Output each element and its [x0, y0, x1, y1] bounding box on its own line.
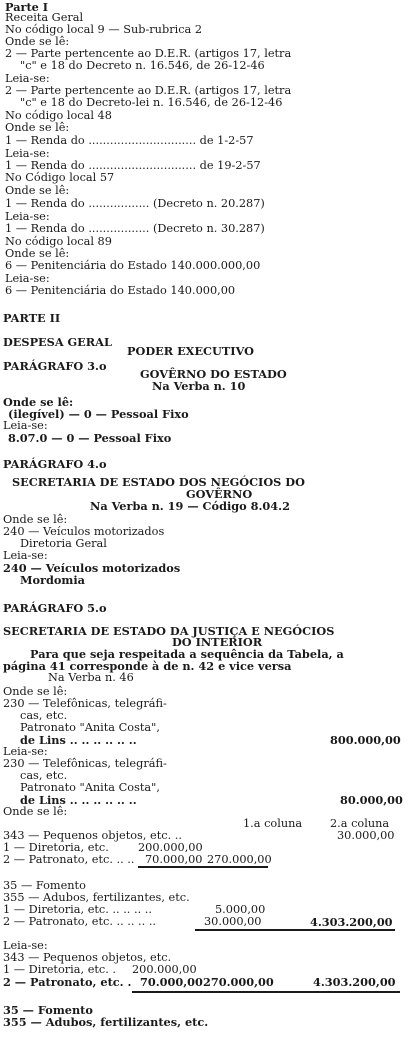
leia-label: Leia-se:	[3, 419, 48, 432]
diretoria-c1: 200.000,00	[138, 841, 203, 854]
onde-label: Onde se lê:	[3, 395, 74, 409]
patronato-c3: 4.303.200,00	[310, 915, 393, 929]
tel-line: de Lins .. .. .. .. .. ..	[20, 793, 137, 807]
onde-line: 2 — Parte pertencente ao D.E.R. (artigos 17, letra	[5, 47, 292, 60]
adubos-line: 355 — Adubos, fertilizantes, etc.	[3, 891, 190, 904]
onde-line: 1 — Renda do ................. (Decreto n. 20.287)	[5, 197, 265, 210]
tel-line: cas, etc.	[20, 769, 68, 782]
onde-line: 1 — Renda do .............................. de 1-2-57	[5, 134, 254, 147]
leia-line: "c" e 18 do Decreto-lei n. 16.546, de 26-12-46	[20, 96, 283, 109]
paragrafo-4: PARÁGRAFO 4.o	[3, 457, 107, 471]
patronato-line: 2 — Patronato, etc. .	[3, 975, 132, 989]
tel-value: 80.000,00	[340, 793, 403, 807]
diretoria-c2: 5.000,00	[215, 903, 266, 916]
onde-line: "c" e 18 do Decreto n. 16.546, de 26-12-46	[20, 59, 265, 72]
adubos-line: 355 — Adubos, fertilizantes, etc.	[3, 1015, 209, 1029]
texto-sequencia: Para que seja respeitada a sequência da Tabela, a	[30, 647, 344, 661]
leia-label: Leia-se:	[5, 147, 50, 160]
col2-header: 2.a coluna	[330, 817, 390, 830]
diretoria-line: 1 — Diretoria, etc. .. .. .. ..	[3, 903, 152, 916]
diretoria-line: 1 — Diretoria, etc.	[3, 841, 109, 854]
onde-line: 6 — Penitenciária do Estado 140.000.000,00	[5, 259, 261, 272]
rule	[138, 866, 268, 868]
col1-header: 1.a coluna	[243, 817, 303, 830]
codigo-57: No Código local 57	[5, 171, 115, 184]
leia-line: 6 — Penitenciária do Estado 140.000,00	[5, 284, 236, 297]
onde-label: Onde se lê:	[5, 247, 70, 260]
patronato-c2: 270.000,00	[207, 853, 272, 866]
rule	[195, 929, 395, 931]
paragrafo-5: PARÁGRAFO 5.o	[3, 601, 107, 615]
leia-label: Leia-se:	[5, 210, 50, 223]
parte2-title: PARTE II	[3, 311, 61, 325]
patronato-line: 2 — Patronato, etc. .. .. .. ..	[3, 915, 157, 928]
onde-line: Diretoria Geral	[20, 537, 107, 550]
pequenos-line: 343 — Pequenos objetos, etc.	[3, 951, 172, 964]
pequenos-value: 30.000,00	[337, 829, 395, 842]
tel-value: 800.000,00	[330, 733, 401, 747]
onde-label: Onde se lê:	[3, 805, 68, 818]
tel-line: Patronato "Anita Costa",	[20, 781, 160, 794]
despesa-geral: DESPESA GERAL	[3, 335, 112, 349]
diretoria-c1: 200.000,00	[132, 963, 197, 976]
leia-label: Leia-se:	[5, 72, 50, 85]
tel-line: 230 — Telefônicas, telegráfi-	[3, 697, 167, 710]
secretaria-justica-l2: DO INTERIOR	[172, 635, 263, 649]
paragrafo-3: PARÁGRAFO 3.o	[3, 359, 107, 373]
tel-line: de Lins .. .. .. .. .. ..	[20, 733, 137, 747]
texto-sequencia-l2: página 41 corresponde à de n. 42 e vice versa	[3, 659, 292, 673]
patronato-c1: 70.000,00	[140, 975, 203, 989]
verba-19: Na Verba n. 19 — Código 8.04.2	[90, 499, 290, 513]
leia-line: 8.07.0 — 0 — Pessoal Fixo	[8, 431, 172, 445]
leia-label: Leia-se:	[3, 549, 48, 562]
patronato-c2: 270.000,00	[203, 975, 274, 989]
parte1-subtitle: Receita Geral	[5, 11, 84, 24]
pequenos-line: 343 — Pequenos objetos, etc. ..	[3, 829, 182, 842]
patronato-c2: 30.000,00	[204, 915, 262, 928]
onde-label: Onde se lê:	[3, 685, 68, 698]
tel-line: Patronato "Anita Costa",	[20, 721, 160, 734]
leia-line: Mordomia	[20, 573, 85, 587]
leia-line: 1 — Renda do ................. (Decreto n. 30.287)	[5, 222, 265, 235]
codigo-9: No código local 9 — Sub-rubrica 2	[5, 23, 203, 36]
verba-46: Na Verba n. 46	[48, 671, 134, 684]
leia-line: 1 — Renda do .............................. de 19-2-57	[5, 159, 261, 172]
leia-label: Leia-se:	[5, 272, 50, 285]
rule	[132, 991, 400, 993]
onde-label: Onde se lê:	[5, 121, 70, 134]
patronato-line: 2 — Patronato, etc. .. ..	[3, 853, 135, 866]
governo-estado: GOVÊRNO DO ESTADO	[140, 367, 287, 381]
onde-line: 240 — Veículos motorizados	[3, 525, 165, 538]
codigo-48: No código local 48	[5, 109, 112, 122]
leia-label: Leia-se:	[3, 745, 48, 758]
onde-label: Onde se lê:	[3, 513, 68, 526]
onde-label: Onde se lê:	[5, 184, 70, 197]
tel-line: cas, etc.	[20, 709, 68, 722]
verba-10: Na Verba n. 10	[152, 379, 246, 393]
poder-executivo: PODER EXECUTIVO	[127, 344, 254, 358]
diretoria-line: 1 — Diretoria, etc. .	[3, 963, 117, 976]
onde-label: Onde se lê:	[5, 35, 70, 48]
leia-line: 2 — Parte pertencente ao D.E.R. (artigos 17, letra	[5, 84, 292, 97]
parte1-title: Parte I	[5, 0, 49, 14]
leia-line: 240 — Veículos motorizados	[3, 561, 181, 575]
fomento-line: 35 — Fomento	[3, 1003, 93, 1017]
onde-line: (ilegível) — 0 — Pessoal Fixo	[8, 407, 189, 421]
secretaria-justica: SECRETARIA DE ESTADO DA JUSTIÇA E NEGÓCIOS	[3, 624, 335, 638]
secretaria-governo: SECRETARIA DE ESTADO DOS NEGÓCIOS DO	[12, 475, 305, 489]
leia-label: Leia-se:	[3, 939, 48, 952]
secretaria-governo-l2: GOVÊRNO	[186, 487, 253, 501]
patronato-c1: 70.000,00	[145, 853, 203, 866]
tel-line: 230 — Telefônicas, telegráfi-	[3, 757, 167, 770]
patronato-c3: 4.303.200,00	[313, 975, 396, 989]
fomento-line: 35 — Fomento	[3, 879, 86, 892]
codigo-89: No código local 89	[5, 235, 112, 248]
